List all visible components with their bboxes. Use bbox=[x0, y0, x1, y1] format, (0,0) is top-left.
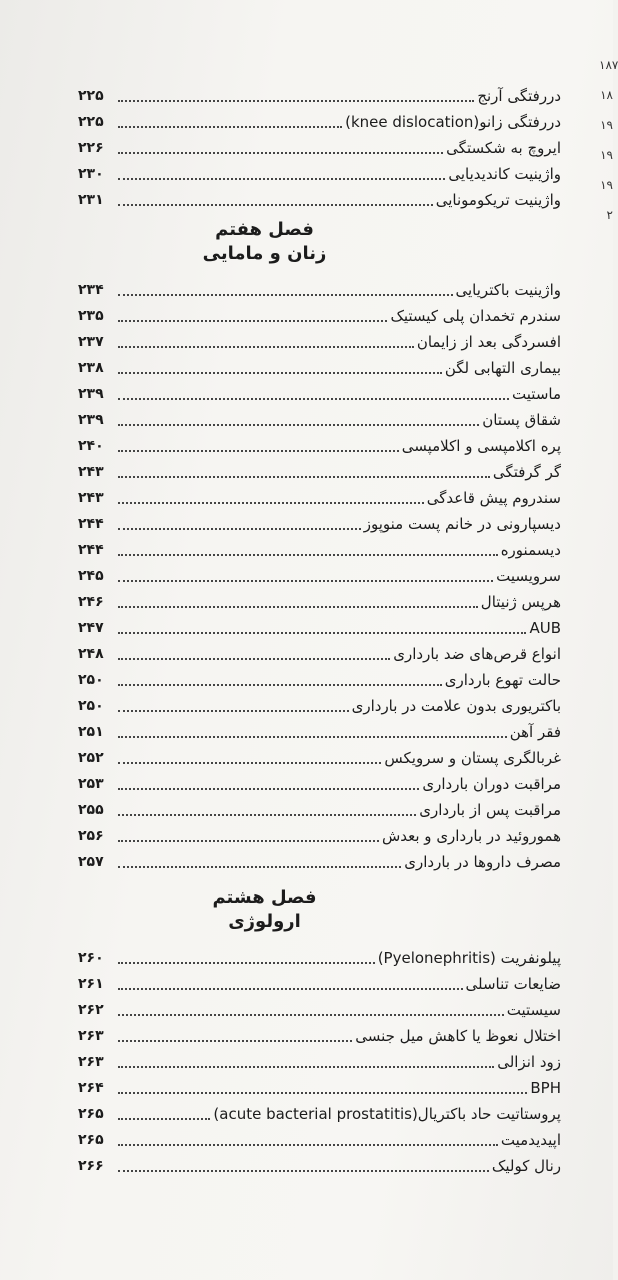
chapter-8-heading: فصل هشتم bbox=[212, 887, 317, 908]
toc-entry bbox=[78, 942, 561, 968]
toc-page-number: ۲۲۶ bbox=[78, 140, 104, 156]
dot-leader bbox=[118, 684, 442, 686]
toc-entry-title: سندرم تخمدان پلی کیستیک bbox=[390, 307, 561, 325]
dot-leader bbox=[118, 788, 419, 790]
toc-entry-title: سندروم پیش قاعدگی bbox=[426, 489, 561, 507]
toc-page-number: ۲۴۳ bbox=[78, 490, 104, 506]
chapter-7-entries bbox=[78, 274, 561, 872]
dot-leader bbox=[118, 1144, 498, 1146]
toc-entry-title: واژینیت کاندیدیایی bbox=[448, 165, 561, 183]
dot-leader bbox=[118, 866, 401, 868]
dot-leader bbox=[118, 840, 379, 842]
toc-page-number: ۲۶۳ bbox=[78, 1054, 104, 1070]
chapter-8-entries bbox=[78, 942, 561, 1176]
toc-entry bbox=[78, 612, 561, 638]
toc-entry-title: اختلال نعوظ یا کاهش میل جنسی bbox=[355, 1027, 561, 1045]
toc-page-number: ۲۵۰ bbox=[78, 672, 104, 688]
toc-entry-title: مراقبت پس از بارداری bbox=[419, 801, 561, 819]
toc-entry bbox=[78, 352, 561, 378]
toc-entry bbox=[78, 846, 561, 872]
edge-digit: ۱۹ bbox=[600, 118, 613, 132]
toc-page-number: ۲۴۴ bbox=[78, 542, 104, 558]
dot-leader bbox=[118, 152, 443, 154]
toc-entry-title: ایرو‌چ به شکستگی bbox=[446, 139, 561, 157]
toc-entry bbox=[78, 586, 561, 612]
toc-entry bbox=[78, 1020, 561, 1046]
toc-entry-title: سرویسیت bbox=[496, 567, 561, 585]
toc-entry bbox=[78, 430, 561, 456]
toc-page-number: ۲۶۵ bbox=[78, 1132, 104, 1148]
toc-entry-title: هموروئید در بارداری و بعدش bbox=[381, 827, 561, 845]
table-of-contents bbox=[78, 80, 561, 1176]
toc-entry bbox=[78, 274, 561, 300]
toc-entry-title: افسردگی بعد از زایمان bbox=[416, 333, 561, 351]
toc-entry-title: شقاق پستان bbox=[482, 411, 561, 429]
toc-entry-title: BPH bbox=[530, 1079, 561, 1097]
toc-entry bbox=[78, 560, 561, 586]
edge-digit: ۱۸ bbox=[600, 88, 613, 102]
toc-entry-title: مصرف داروها در بارداری bbox=[404, 853, 561, 871]
toc-page-number: ۲۶۶ bbox=[78, 1158, 104, 1174]
toc-entry bbox=[78, 1150, 561, 1176]
toc-page-number: ۲۵۶ bbox=[78, 828, 104, 844]
dot-leader bbox=[118, 1014, 504, 1016]
dot-leader bbox=[118, 1040, 352, 1042]
toc-entry bbox=[78, 742, 561, 768]
toc-page-number: ۲۶۴ bbox=[78, 1080, 104, 1096]
toc-entry bbox=[78, 482, 561, 508]
dot-leader bbox=[118, 988, 463, 990]
dot-leader bbox=[118, 1092, 527, 1094]
toc-page-number: ۲۲۵ bbox=[78, 114, 104, 130]
toc-entry-title: دیسمنوره bbox=[500, 541, 561, 559]
toc-page-number: ۲۴۰ bbox=[78, 438, 104, 454]
toc-page-number: ۲۴۶ bbox=[78, 594, 104, 610]
dot-leader bbox=[118, 658, 390, 660]
dot-leader bbox=[118, 814, 416, 816]
toc-page-number: ۲۶۲ bbox=[78, 1002, 104, 1018]
toc-entry-title: فقر آهن bbox=[509, 723, 561, 741]
toc-entry bbox=[78, 794, 561, 820]
toc-entry bbox=[78, 664, 561, 690]
toc-page-number: ۲۲۵ bbox=[78, 88, 104, 104]
chapter-8-subheading: ارولوژی bbox=[228, 911, 301, 932]
toc-entry-title: غربالگری پستان و سرویکس bbox=[384, 749, 561, 767]
dot-leader bbox=[118, 580, 493, 582]
toc-entry bbox=[78, 534, 561, 560]
toc-entry-title: سیستیت bbox=[506, 1001, 561, 1019]
toc-page-number: ۲۳۴ bbox=[78, 282, 104, 298]
toc-entry-title: دیسپارونی در خانم پست منوپوز bbox=[363, 515, 561, 533]
toc-page-number: ۲۵۳ bbox=[78, 776, 104, 792]
dot-leader bbox=[118, 762, 381, 764]
toc-page-number: ۲۴۸ bbox=[78, 646, 104, 662]
toc-entry-title: دررفتگی زانو(knee dislocation) bbox=[345, 113, 561, 131]
toc-entry-title: هرپس ژنیتال bbox=[480, 593, 561, 611]
toc-page-number: ۲۳۵ bbox=[78, 308, 104, 324]
toc-entry bbox=[78, 184, 561, 210]
dot-leader bbox=[118, 962, 375, 964]
toc-entry bbox=[78, 300, 561, 326]
toc-entry bbox=[78, 508, 561, 534]
toc-entry bbox=[78, 132, 561, 158]
dot-leader bbox=[118, 398, 509, 400]
toc-entry-title: مراقبت دوران بارداری bbox=[422, 775, 561, 793]
toc-page-number: ۲۳۹ bbox=[78, 386, 104, 402]
toc-entry-title: پیلونفریت (Pyelonephritis) bbox=[377, 949, 561, 967]
dot-leader bbox=[118, 710, 349, 712]
toc-entry-title: ماستیت bbox=[512, 385, 561, 403]
toc-entry-title: واژینیت تریکومونایی bbox=[435, 191, 561, 209]
toc-page-number: ۲۳۸ bbox=[78, 360, 104, 376]
toc-entry-title: دررفتگی آرنج bbox=[477, 87, 561, 105]
toc-entry-title: ضایعات تناسلی bbox=[465, 975, 561, 993]
toc-page-number: ۲۵۰ bbox=[78, 698, 104, 714]
dot-leader bbox=[118, 346, 414, 348]
toc-entry-title: اپیدیدمیت bbox=[500, 1131, 561, 1149]
toc-entry bbox=[78, 1098, 561, 1124]
dot-leader bbox=[118, 476, 490, 478]
toc-entry-title: انواع قرص‌های ضد بارداری bbox=[393, 645, 561, 663]
toc-entry bbox=[78, 404, 561, 430]
dot-leader bbox=[118, 424, 479, 426]
toc-entry bbox=[78, 820, 561, 846]
toc-page-number: ۲۳۷ bbox=[78, 334, 104, 350]
toc-page-number: ۲۵۲ bbox=[78, 750, 104, 766]
edge-digit: ۲ bbox=[606, 208, 613, 222]
toc-entry bbox=[78, 968, 561, 994]
toc-entry bbox=[78, 1072, 561, 1098]
toc-page-number: ۲۶۱ bbox=[78, 976, 104, 992]
toc-entry bbox=[78, 158, 561, 184]
toc-page-number: ۲۶۰ bbox=[78, 950, 104, 966]
toc-entry bbox=[78, 1124, 561, 1150]
chapter-7-heading: فصل هفتم bbox=[215, 219, 314, 240]
dot-leader bbox=[118, 204, 433, 206]
toc-entry bbox=[78, 106, 561, 132]
toc-entry-title: حالت تهوع بارداری bbox=[444, 671, 561, 689]
toc-entry-title: بیماری التهابی لگن bbox=[444, 359, 561, 377]
dot-leader bbox=[118, 528, 361, 530]
dot-leader bbox=[118, 294, 453, 296]
dot-leader bbox=[118, 632, 526, 634]
toc-page-number: ۲۳۰ bbox=[78, 166, 104, 182]
toc-entry-title: پروستاتیت حاد باکتریال(acute bacterial prostatitis) bbox=[213, 1105, 561, 1123]
toc-entry-title: AUB bbox=[529, 619, 561, 637]
dot-leader bbox=[118, 554, 498, 556]
toc-entry bbox=[78, 456, 561, 482]
toc-page-number: ۲۴۷ bbox=[78, 620, 104, 636]
dot-leader bbox=[118, 450, 399, 452]
toc-entry bbox=[78, 1046, 561, 1072]
toc-entry bbox=[78, 994, 561, 1020]
dot-leader bbox=[118, 320, 387, 322]
toc-section-continued bbox=[78, 80, 561, 210]
toc-page-number: ۲۵۵ bbox=[78, 802, 104, 818]
toc-entry bbox=[78, 768, 561, 794]
toc-page-number: ۲۶۳ bbox=[78, 1028, 104, 1044]
dot-leader bbox=[118, 1170, 489, 1172]
edge-digit: ۱۹ bbox=[600, 178, 613, 192]
dot-leader bbox=[118, 1118, 210, 1120]
dot-leader bbox=[118, 606, 478, 608]
toc-entry bbox=[78, 326, 561, 352]
toc-entry bbox=[78, 716, 561, 742]
toc-page-number: ۲۵۱ bbox=[78, 724, 104, 740]
toc-page-number: ۲۵۷ bbox=[78, 854, 104, 870]
dot-leader bbox=[118, 372, 442, 374]
toc-page-number: ۲۳۹ bbox=[78, 412, 104, 428]
toc-entry-title: گر گرفتگی bbox=[492, 463, 561, 481]
toc-entry-title: رنال کولیک bbox=[491, 1157, 561, 1175]
toc-entry-title: باکتریوری بدون علامت در بارداری bbox=[351, 697, 561, 715]
dot-leader bbox=[118, 126, 342, 128]
edge-digit: ۱۸۷ bbox=[599, 58, 618, 72]
toc-page-number: ۲۴۵ bbox=[78, 568, 104, 584]
toc-entry-title: زود انزالی bbox=[497, 1053, 561, 1071]
adjacent-page-edge bbox=[599, 50, 618, 222]
toc-entry bbox=[78, 80, 561, 106]
edge-digit: ۱۹ bbox=[600, 148, 613, 162]
dot-leader bbox=[118, 178, 445, 180]
toc-entry-title: پره اکلامپسی و اکلامپسی bbox=[401, 437, 561, 455]
toc-page-number: ۲۴۳ bbox=[78, 464, 104, 480]
dot-leader bbox=[118, 736, 507, 738]
toc-entry bbox=[78, 638, 561, 664]
toc-page-number: ۲۶۵ bbox=[78, 1106, 104, 1122]
toc-entry-title: واژینیت باکتریایی bbox=[455, 281, 561, 299]
dot-leader bbox=[118, 1066, 494, 1068]
toc-page-number: ۲۴۴ bbox=[78, 516, 104, 532]
dot-leader bbox=[118, 502, 424, 504]
chapter-7-subheading: زنان و مامایی bbox=[202, 243, 327, 264]
dot-leader bbox=[118, 100, 474, 102]
toc-page-number: ۲۳۱ bbox=[78, 192, 104, 208]
toc-entry bbox=[78, 690, 561, 716]
toc-entry bbox=[78, 378, 561, 404]
